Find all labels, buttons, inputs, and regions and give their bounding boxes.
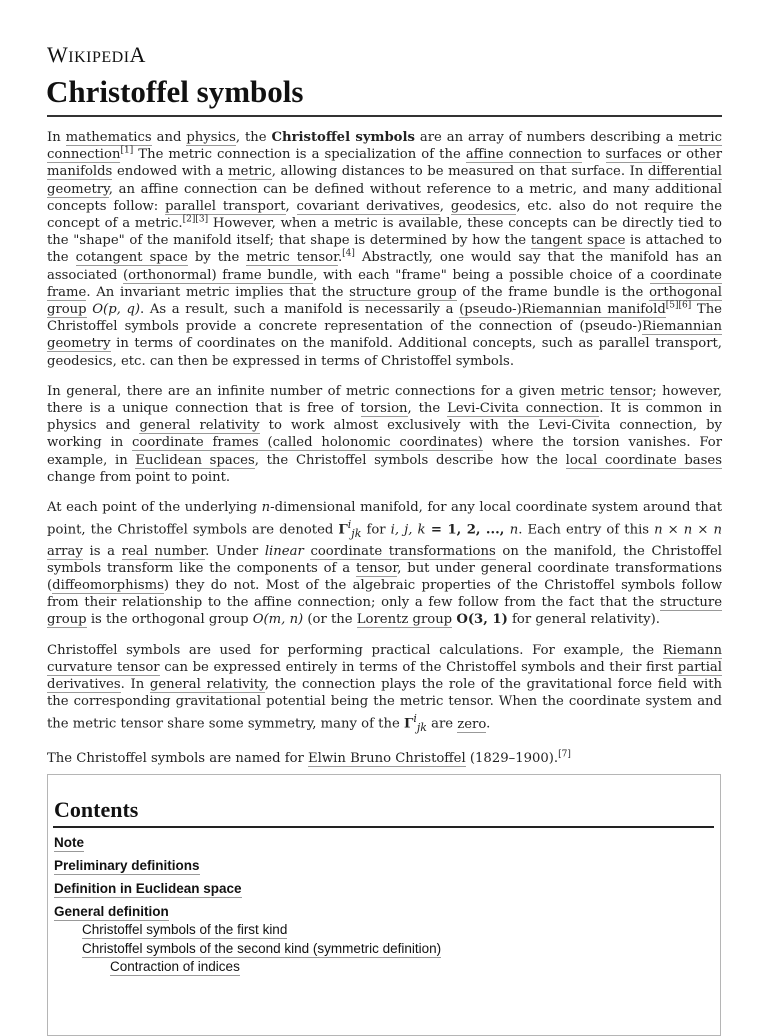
link-coordinate-frames[interactable]: coordinate frames (called holonomic coordinates) [132, 435, 483, 451]
math-sub-jk: jk [351, 527, 362, 541]
link-affine-connection[interactable]: affine connection [465, 147, 583, 163]
math-gamma: Γ [338, 522, 348, 538]
toc-item-definition-euclidean[interactable]: Definition in Euclidean space [54, 881, 242, 896]
math-opq: O(p, q) [92, 302, 141, 318]
link-metric-connection[interactable]: metric connection [47, 130, 722, 163]
link-tangent-space[interactable]: tangent space [530, 233, 626, 249]
page-title: Christoffel symbols [46, 74, 304, 109]
toc-item-note[interactable]: Note [54, 835, 84, 850]
link-differential-geometry[interactable]: differential geometry [47, 164, 722, 197]
ref-1[interactable]: [1] [120, 145, 134, 156]
paragraph-practical: Christoffel symbols are used for performing practical calculations. For example, the Riemann curvature tensor can be expressed entirely in terms of the Christoffel symbols and their first partial derivatives. In general relativity, the connection plays the role of the gravitational force field with the corresponding gravitational potential being the metric tensor. When the coordinate system and the metric tensor share some symmetry, many of the $\Gamma^i_{jk}$ are zero. [47, 642, 722, 735]
math-sup-i-2: i [413, 712, 417, 726]
link-general-relativity[interactable]: general relativity [139, 418, 260, 434]
toc-item-preliminary-definitions[interactable]: Preliminary definitions [54, 858, 200, 873]
link-surfaces[interactable]: surfaces [605, 147, 662, 163]
paragraph-intro: In mathematics and physics, the Christoffel symbols are an array of numbers describing a metric connection[1] The metric connection is a specialization of the affine connection to surfaces or other manifolds endowed with a metric, allowing distances to be measured on that surface. In differential geometry, an affine connection can be defined without reference to a metric, and many additional concepts follow: parallel transport, covariant derivatives, geodesics, etc. also do not require the concept of a metric.[2][3] However, when a metric is available, these concepts can be directly tied to the "shape" of the manifold itself; that shape is determined by how the tangent space is attached to the cotangent space by the metric tensor.[4] Abstractly, one would say that the manifold has an associated (orthonormal) frame bundle, with each "frame" being a possible choice of a coordinate frame. An invariant metric implies that the structure group of the frame bundle is the orthogonal group O(p, q). As a result, such a manifold is necessarily a (pseudo-)Riemannian manifold[5][6] The Christoffel symbols provide a concrete representation of the connection of (pseudo-)Riemannian geometry in terms of coordinates on the manifold. Additional concepts, such as parallel transport, geodesics, etc. can then be expressed in terms of Christoffel symbols. [47, 130, 723, 369]
ref-4[interactable]: [4] [342, 249, 355, 260]
italic-linear: linear [264, 543, 304, 559]
math-nnn: n × n × n [654, 522, 722, 538]
link-structure-group[interactable]: structure group [349, 284, 457, 300]
math-sup-i: i [347, 518, 352, 532]
math-gamma-2: Γ [403, 716, 414, 732]
link-mathematics[interactable]: mathematics [65, 130, 152, 145]
link-manifolds[interactable]: manifolds [47, 164, 113, 180]
link-frame-bundle[interactable]: (orthonormal) frame bundle [123, 267, 314, 283]
toc-item-contraction[interactable]: Contraction of indices [110, 959, 240, 974]
link-lorentz-group[interactable]: Lorentz group [356, 612, 453, 628]
ref-3[interactable]: [3] [195, 214, 209, 225]
link-structure-group-2[interactable]: structure group [47, 595, 722, 628]
math-n: n [261, 500, 271, 516]
link-metric-tensor-2[interactable]: metric tensor [560, 383, 653, 399]
paragraph-named: The Christoffel symbols are named for Elwin Bruno Christoffel (1829–1900).[7] [47, 749, 571, 766]
link-elwin-bruno-christoffel[interactable]: Elwin Bruno Christoffel [308, 750, 466, 766]
math-o31: O(3, 1) [456, 612, 508, 628]
link-cotangent-space[interactable]: cotangent space [75, 250, 188, 266]
math-omn: O(m, n) [252, 612, 304, 628]
toc-divider [53, 826, 714, 828]
link-coordinate-transformations[interactable]: coordinate transformations [310, 543, 496, 559]
toc-item-general-definition[interactable]: General definition [54, 904, 169, 919]
link-geodesics[interactable]: geodesics [450, 198, 517, 214]
toc-title: Contents [54, 797, 139, 822]
link-physics[interactable]: physics [186, 130, 236, 145]
link-levi-civita[interactable]: Levi-Civita connection [447, 401, 600, 417]
ref-2[interactable]: [2] [182, 214, 196, 225]
link-array[interactable]: array [47, 543, 83, 559]
ref-5[interactable]: [5] [665, 300, 679, 311]
link-local-coordinate-bases[interactable]: local coordinate bases [565, 452, 722, 468]
math-ijk: i, j, k [390, 522, 426, 538]
link-torsion[interactable]: torsion [360, 401, 408, 417]
ref-7[interactable]: [7] [558, 749, 571, 760]
wikipedia-logo[interactable]: WIKIPEDIA [47, 42, 146, 67]
math-n2: n [509, 522, 519, 538]
link-riemann-curvature-tensor[interactable]: Riemann curvature tensor [47, 642, 722, 675]
link-metric-tensor[interactable]: metric tensor [246, 250, 338, 266]
ref-6[interactable]: [6] [678, 300, 692, 311]
paragraph-general: In general, there are an infinite number of metric connections for a given metric tensor; however, there is a unique connection that is free of torsion, the Levi-Civita connection. It is common in physics and general relativity to work almost exclusively with the Levi-Civita connection, by working in coordinate frames (called holonomic coordinates) where the torsion vanishes. For example, in Euclidean spaces, the Christoffel symbols describe how the local coordinate bases change from point to point. [47, 383, 723, 485]
table-of-contents [47, 774, 721, 1036]
article-body [47, 129, 722, 780]
title-divider [47, 115, 722, 117]
link-orthogonal-group[interactable]: orthogonal group [47, 284, 723, 318]
link-diffeomorphisms[interactable]: diffeomorphisms [52, 577, 164, 593]
link-parallel-transport[interactable]: parallel transport [165, 198, 286, 214]
link-tensor[interactable]: tensor [356, 560, 398, 576]
math-range: = 1, 2, ..., [425, 522, 510, 538]
toc-item-first-kind[interactable]: Christoffel symbols of the first kind [82, 922, 288, 937]
bold-term: Christoffel symbols [271, 130, 415, 145]
link-real-number[interactable]: real number [121, 543, 206, 559]
link-riemannian-geometry[interactable]: Riemannian geometry [47, 319, 722, 352]
link-coordinate-frame[interactable]: coordinate frame [47, 267, 722, 300]
link-riemannian-manifold[interactable]: (pseudo-)Riemannian manifold [459, 302, 666, 318]
link-euclidean-spaces[interactable]: Euclidean spaces [135, 452, 255, 468]
link-partial-derivatives[interactable]: partial derivatives [47, 659, 722, 692]
link-general-relativity-2[interactable]: general relativity [149, 676, 265, 692]
paragraph-each-point: At each point of the underlying n-dimensional manifold, for any local coordinate system around that point, the Christoffel symbols are denoted $\Gamma^i_{jk}$ for i, j, k = 1, 2, ..., n. Each entry of this n × n × n array is a real number. Under linear coordinate transformations on the manifold, the Christoffel symbols transform like the components of a tensor, but under general coordinate transformations (diffeomorphisms) they do not. Most of the algebraic properties of the Christoffel symbols follow from their relationship to the affine connection; only a few follow from the fact that the structure group is the orthogonal group O(m, n) (or the Lorentz group O(3, 1) for general relativity). [47, 500, 722, 628]
link-zero[interactable]: zero [457, 716, 487, 732]
toc-item-second-kind[interactable]: Christoffel symbols of the second kind (symmetric definition) [82, 941, 442, 956]
math-sub-jk-2: jk [416, 721, 427, 735]
link-metric[interactable]: metric [228, 164, 272, 180]
link-covariant-derivatives[interactable]: covariant derivatives [296, 198, 440, 214]
